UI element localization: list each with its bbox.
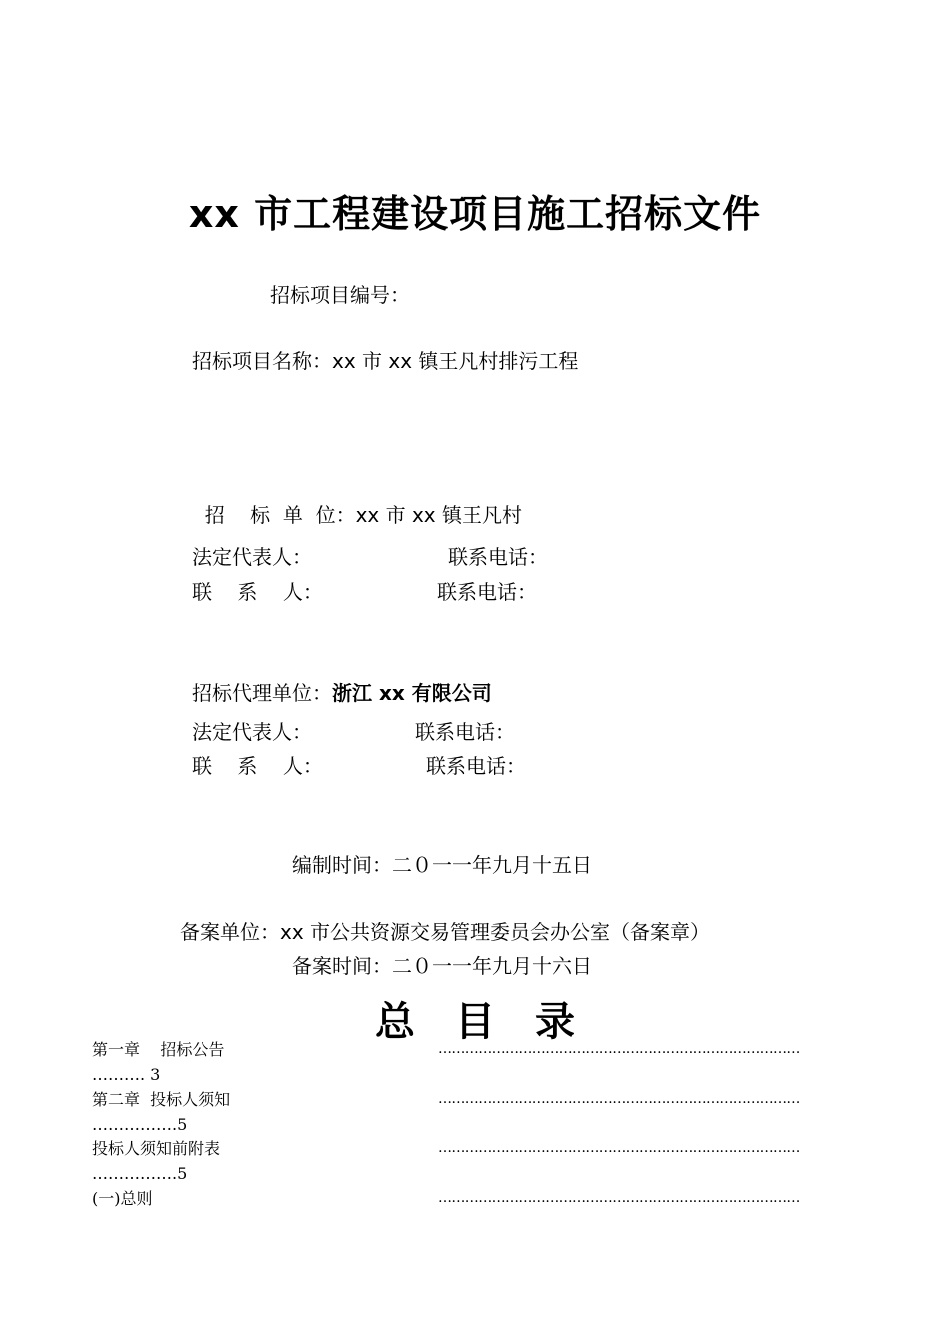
toc-item-1-label[interactable]: 第一章 招标公告 — [92, 1040, 225, 1059]
agent-phone-label-1: 联系电话： — [415, 720, 515, 744]
toc-title: 总目录 — [375, 999, 615, 1045]
compile-date: 编制时间：二０一一年九月十五日 — [292, 853, 592, 877]
agent-legal-rep-label: 法定代表人： — [192, 720, 312, 744]
project-name-row — [192, 349, 578, 373]
project-name-value: xx 市 xx 镇王凡村排污工程 — [332, 349, 579, 373]
tenderer-value: xx 市 xx 镇王凡村 — [355, 503, 522, 527]
toc-item-3-label[interactable]: 投标人须知前附表 — [92, 1139, 221, 1158]
toc-item-1-page: ………. 3 — [92, 1065, 161, 1084]
toc-item-1-leader: ……………………………………………………………………… — [438, 1041, 800, 1057]
project-number-label: 招标项目编号： — [270, 283, 410, 307]
tenderer-label: 招 标 单 位： — [204, 503, 356, 527]
agent-phone-label-2: 联系电话： — [426, 754, 526, 778]
tenderer-legal-rep-label: 法定代表人： — [192, 545, 312, 569]
tenderer-contact-label: 联 系 人： — [192, 580, 323, 604]
project-name-label: 招标项目名称： — [192, 349, 332, 373]
document-title: xx 市工程建设项目施工招标文件 — [188, 192, 762, 236]
toc-item-3-page: …………….5 — [92, 1164, 188, 1183]
agent-contact-label: 联 系 人： — [192, 754, 323, 778]
tenderer-row — [192, 479, 522, 527]
toc-item-2-leader: ……………………………………………………………………… — [438, 1091, 800, 1107]
agent-value: 浙江 xx 有限公司 — [332, 681, 492, 705]
agent-row — [192, 681, 492, 705]
toc-item-2-label[interactable]: 第二章 投标人须知 — [92, 1090, 231, 1109]
filing-unit: 备案单位：xx 市公共资源交易管理委员会办公室（备案章） — [180, 920, 711, 944]
toc-item-3-leader: ……………………………………………………………………… — [438, 1140, 800, 1156]
tenderer-phone-label-2: 联系电话： — [437, 580, 537, 604]
filing-date: 备案时间：二０一一年九月十六日 — [292, 954, 592, 978]
agent-label: 招标代理单位： — [192, 681, 332, 705]
toc-item-4-leader: ……………………………………………………………………… — [438, 1190, 800, 1206]
toc-item-2-page: …………….5 — [92, 1115, 188, 1134]
toc-item-4-label[interactable]: (一)总则 — [92, 1189, 153, 1208]
tenderer-phone-label-1: 联系电话： — [448, 545, 548, 569]
